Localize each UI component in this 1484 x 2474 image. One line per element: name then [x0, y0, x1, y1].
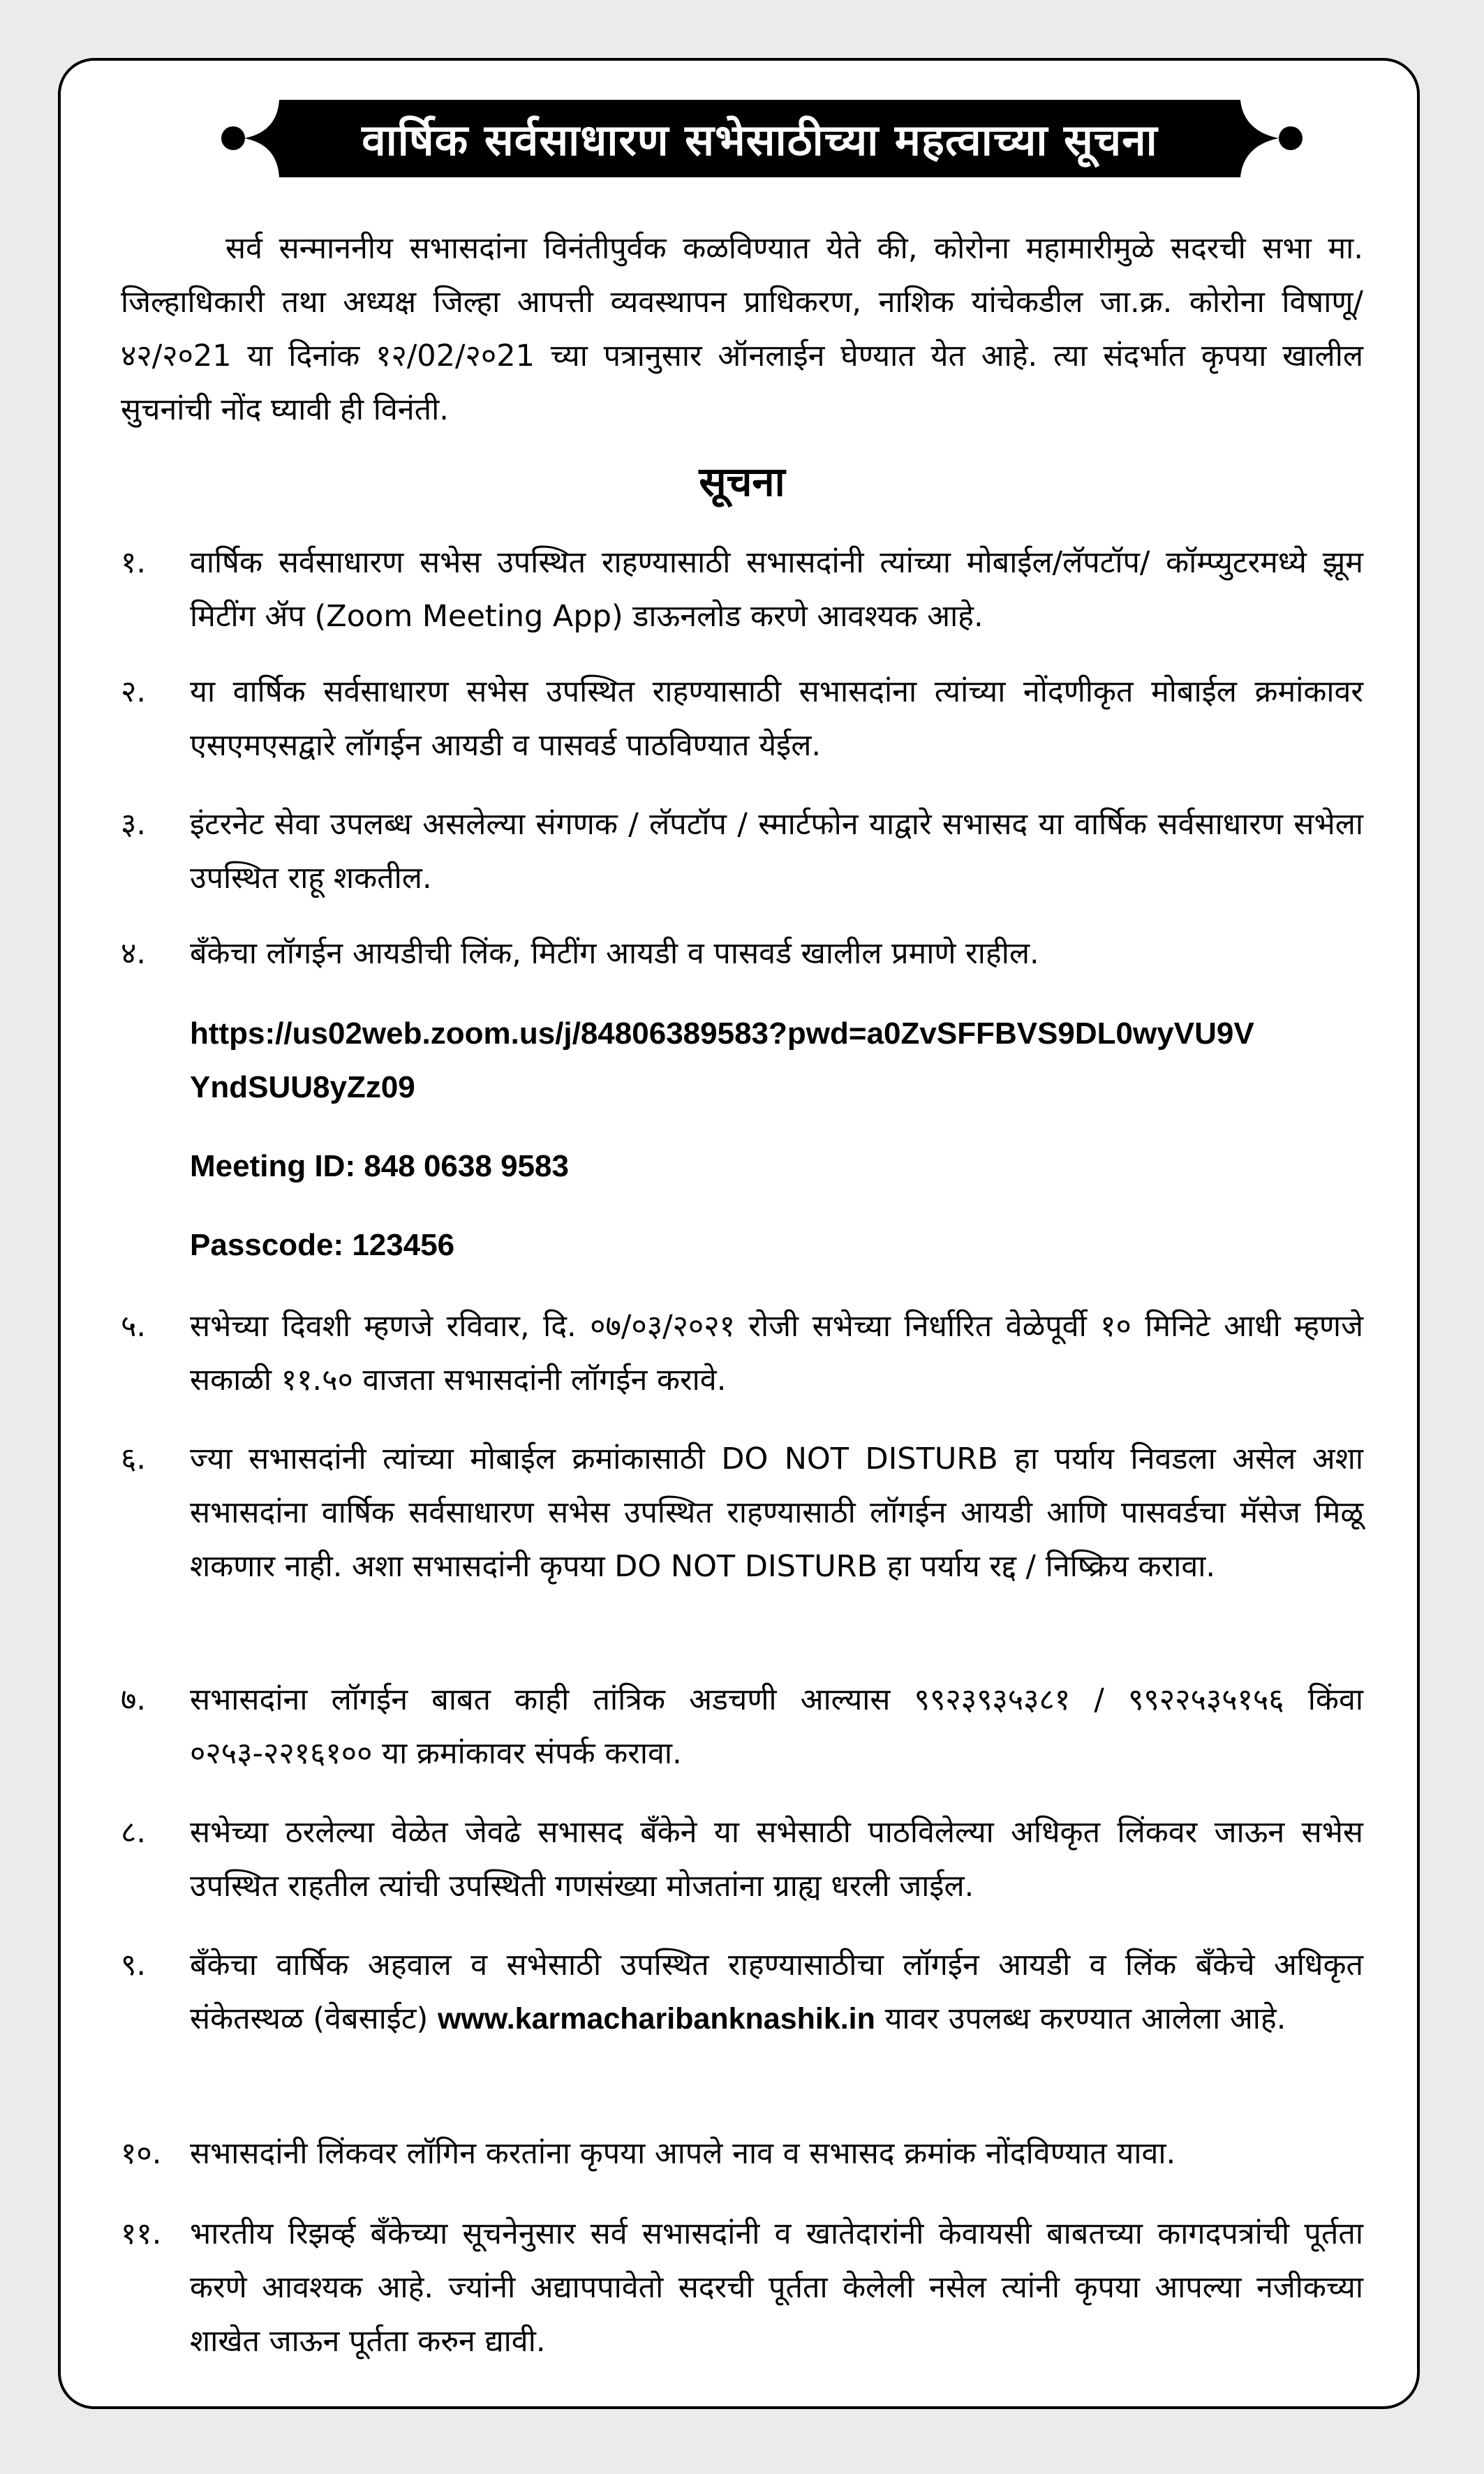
item-number: ५. — [121, 1309, 147, 1344]
meeting-id: Meeting ID: 848 0638 9583 — [190, 1149, 569, 1183]
intro-text: सर्व सन्माननीय सभासदांना विनंतीपुर्वक कळविण्यात येते की, कोरोना महामारीमुळे सदरची सभा मा. जिल्हाधिकारी तथा अध्यक्ष जिल्हा आपत्ती व्यवस्थापन प्राधिकरण, नाशिक यांचेकडील जा.क्र. कोरोना विषाणू/४२/२०21 या दिनांक १२/02/२०21 च्या पत्रानुसार ऑनलाईन घेण्यात येत आहे. त्या संदर्भात कृपया खालील सुचनांची नोंद घ्यावी ही विनंती. — [121, 231, 1363, 427]
meeting-passcode: Passcode: 123456 — [190, 1228, 455, 1262]
item-number: ११. — [121, 2216, 162, 2251]
item-text-before: बॅंकेचा वार्षिक अहवाल व सभेसाठी उपस्थित राहण्यासाठीचा लॉगईन आयडी व लिंक बॅंकेचे अधिकृत संकेतस्थळ (वेबसाईट) — [190, 1948, 1363, 2036]
item-text: सभासदांना लॉगईन बाबत काही तांत्रिक अडचणी आल्यास ९९२३९३५३८१ / ९९२२५३५१५६ किंवा ०२५३-२२१६१०० या क्रमांकावर संपर्क करावा. — [190, 1682, 1363, 1771]
item-number: १. — [121, 545, 147, 580]
item-text: बॅंकेचा लॉगईन आयडीची लिंक, मिटींग आयडी व पासवर्ड खालील प्रमाणे राहील. — [190, 936, 1039, 971]
item-text: सभेच्या दिवशी म्हणजे रविवार, दि. ०७/०३/२०२१ रोजी सभेच्या निर्धारित वेळेपूर्वी १० मिनिटे आधी म्हणजे सकाळी ११.५० वाजता सभासदांनी लॉगईन करावे. — [190, 1309, 1363, 1398]
instructions-heading: सूचना — [699, 458, 785, 505]
item-number: ७. — [121, 1682, 147, 1717]
item-text-after: यावर उपलब्ध करण्यात आलेला आहे. — [875, 2001, 1286, 2036]
item-text: इंटरनेट सेवा उपलब्ध असलेल्या संगणक / लॅपटॉप / स्मार्टफोन याद्वारे सभासद या वार्षिक सर्वसाधारण सभेला उपस्थित राहू शकतील. — [190, 807, 1363, 896]
title-banner — [0, 0, 1484, 209]
item-number: ८. — [121, 1815, 147, 1850]
item-number: २. — [121, 674, 147, 709]
bank-website-link[interactable]: www.karmacharibanknashik.in — [437, 2002, 875, 2036]
left-dot-ornament — [221, 126, 245, 150]
item-number: ३. — [121, 807, 147, 842]
item-text: ज्या सभासदांनी त्यांच्या मोबाईल क्रमांकासाठी DO NOT DISTURB हा पर्याय निवडला असेल अशा सभासदांना वार्षिक सर्वसाधारण सभेस उपस्थित राहण्यासाठी लॉगईन आयडी आणि पासवर्डचा मॅसेज मिळू शकणार नाही. अशा सभासदांनी कृपया DO NOT DISTURB हा पर्याय रद्द / निष्क्रिय करावा. — [190, 1442, 1363, 1584]
item-text: सभेच्या ठरलेल्या वेळेत जेवढे सभासद बॅंकेने या सभेसाठी पाठविलेल्या अधिकृत लिंकवर जाऊन सभेस उपस्थित राहतील त्यांची उपस्थिती गणसंख्या मोजतांना ग्राह्य धरली जाईल. — [190, 1815, 1363, 1904]
item-text: सभासदांनी लिंकवर लॉगिन करतांना कृपया आपले नाव व सभासद क्रमांक नोंदविण्यात यावा. — [190, 2136, 1176, 2171]
item-text: भारतीय रिझर्व्ह बॅंकेच्या सूचनेनुसार सर्व सभासदांनी व खातेदारांनी केवायसी बाबतच्या कागदपत्रांची पूर्तता करणे आवश्यक आहे. ज्यांनी अद्यापपावेतो सदरची पूर्तता केलेली नसेल त्यांनी कृपया आपल्या नजीकच्या शाखेत जाऊन पूर्तता करुन द्यावी. — [190, 2216, 1363, 2359]
zoom-meeting-link[interactable] — [190, 1007, 1370, 1114]
meeting-link-line-2[interactable]: YndSUU8yZz09 — [190, 1070, 415, 1104]
intro-paragraph — [121, 222, 1363, 437]
item-number: ६. — [121, 1442, 147, 1476]
item-number: ९. — [121, 1948, 147, 1983]
item-number: ४. — [121, 936, 147, 971]
item-text: या वार्षिक सर्वसाधारण सभेस उपस्थित राहण्यासाठी सभासदांना त्यांच्या नोंदणीकृत मोबाईल क्रमांकावर एसएमएसद्वारे लॉगईन आयडी व पासवर्ड पाठविण्यात येईल. — [190, 674, 1363, 763]
item-number: १०. — [121, 2136, 162, 2171]
item-text: वार्षिक सर्वसाधारण सभेस उपस्थित राहण्यासाठी सभासदांनी त्यांच्या मोबाईल/लॅपटॉप/ कॉम्प्युटरमध्ये झूम मिटींग ॲप (Zoom Meeting App) डाऊनलोड करणे आवश्यक आहे. — [190, 545, 1363, 634]
right-dot-ornament — [1279, 126, 1303, 150]
meeting-link-line-1[interactable]: https://us02web.zoom.us/j/84806389583?pwd=a0ZvSFFBVS9DL0wyVU9V — [190, 1016, 1254, 1051]
page-title: वार्षिक सर्वसाधारण सभेसाठीच्या महत्वाच्या सूचना — [362, 114, 1158, 165]
item-text — [190, 1939, 1363, 2046]
